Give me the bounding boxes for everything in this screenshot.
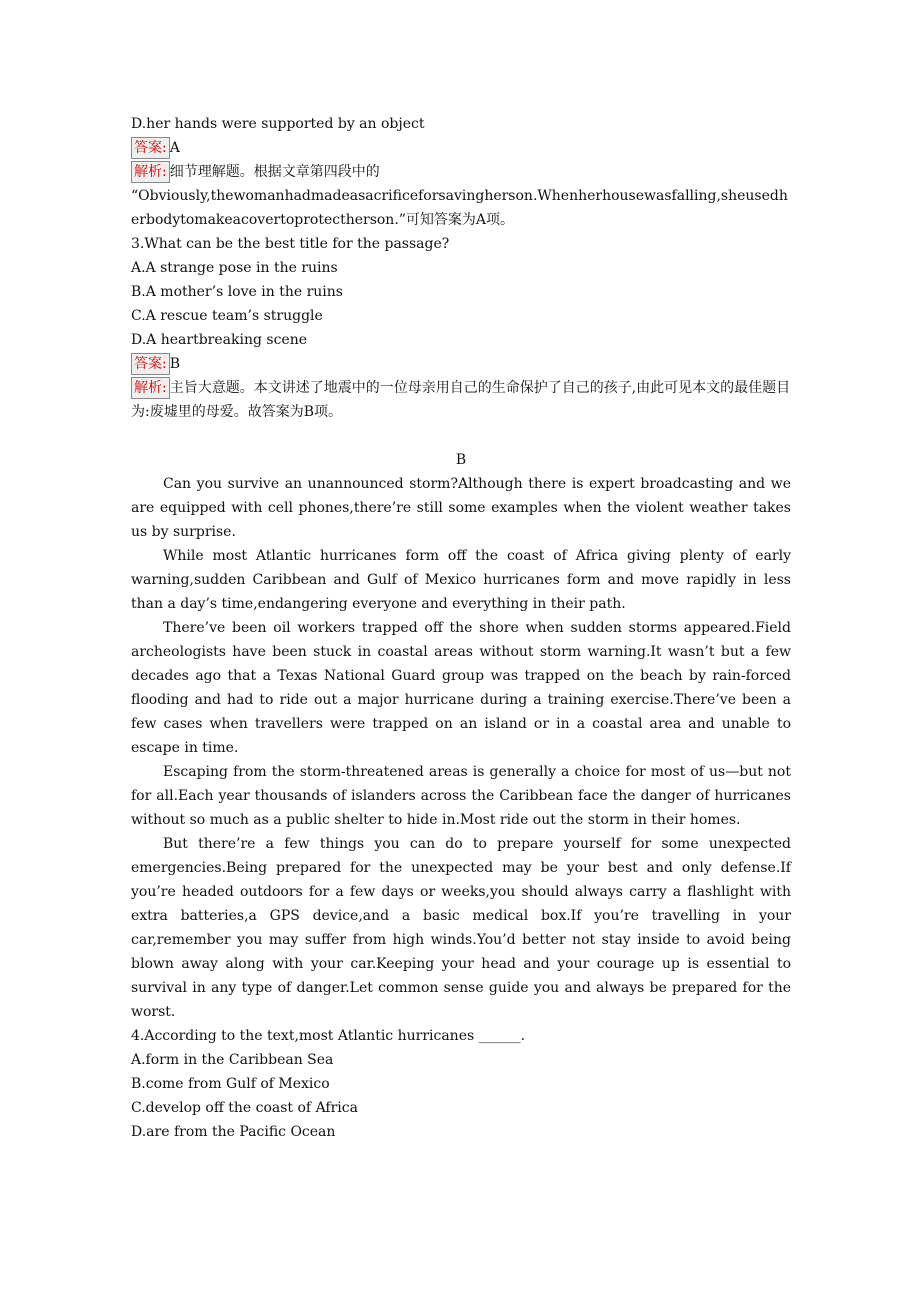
q3-answer-row <box>131 352 791 376</box>
passage-paragraph: Can you survive an unannounced storm?Although there is expert broadcasting and we are equipped with cell phones,there’re still some examples when the violent weather takes us by surprise. <box>131 476 791 540</box>
q2-analysis-line2: “Obviously,thewomanhadmadeasacrificeforsavingherson.Whenherhousewasfalling,sheusedherbodytomakeacovertoprotectherson.”可知答案为A项。 <box>131 188 788 228</box>
q3-option: D.A heartbreaking scene <box>131 332 307 348</box>
passage-paragraph: While most Atlantic hurricanes form off the coast of Africa giving plenty of early warning,sudden Caribbean and Gulf of Mexico hurricanes form and move rapidly in less than a day’s time,endangering everyone and everything in their path. <box>131 548 791 612</box>
q4-option: B.come from Gulf of Mexico <box>131 1076 330 1092</box>
q4-option: D.are from the Pacific Ocean <box>131 1124 336 1140</box>
q3-stem: 3.What can be the best title for the passage? <box>131 236 450 252</box>
analysis-label: 解析: <box>131 161 170 183</box>
q3-answer: B <box>169 356 181 372</box>
q3-option: C.A rescue team’s struggle <box>131 308 323 324</box>
q4-stem: 4.According to the text,most Atlantic hurricanes ______. <box>131 1028 526 1044</box>
document-page <box>131 112 791 1144</box>
passage-paragraph: Escaping from the storm-threatened areas is generally a choice for most of us—but not for all.Each year thousands of islanders across the Caribbean face the danger of hurricanes without so much as a public shelter to hide in.Most ride out the storm in their homes. <box>131 764 791 828</box>
q3-analysis: 主旨大意题。本文讲述了地震中的一位母亲用自己的生命保护了自己的孩子,由此可见本文的最佳题目为:废墟里的母爱。故答案为B项。 <box>131 380 791 420</box>
q3-analysis-row <box>131 376 791 424</box>
q3-option: A.A strange pose in the ruins <box>131 260 338 276</box>
passage-paragraph: But there’re a few things you can do to prepare yourself for some unexpected emergencies.Being prepared for the unexpected may be your best and only defense.If you’re headed outdoors for a few days or weeks,you should always carry a flashlight with extra batteries,a GPS device,and a basic medical box.If you’re travelling in your car,remember you may suffer from high winds.You’d better not stay inside to avoid being blown away along with your car.Keeping your head and your courage up is essential to survival in any type of danger.Let common sense guide you and always be prepared for the worst. <box>131 836 791 1020</box>
q3-option: B.A mother’s love in the ruins <box>131 284 343 300</box>
q4-option: C.develop off the coast of Africa <box>131 1100 358 1116</box>
q4-option: A.form in the Caribbean Sea <box>131 1052 334 1068</box>
answer-label: 答案: <box>131 353 170 375</box>
q2-analysis-line1: 细节理解题。根据文章第四段中的 <box>169 164 380 180</box>
q2-answer-row <box>131 136 791 160</box>
answer-label: 答案: <box>131 137 170 159</box>
q2-analysis-row <box>131 160 791 184</box>
passage-paragraph: There’ve been oil workers trapped off the shore when sudden storms appeared.Field archeologists have been stuck in coastal areas without storm warning.It wasn’t but a few decades ago that a Texas National Guard group was trapped on the beach by rain-forced flooding and had to ride out a major hurricane during a training exercise.There’ve been a few cases when travellers were trapped on an island or in a coastal area and unable to escape in time. <box>131 620 791 756</box>
q2-answer: A <box>169 140 180 156</box>
q2-option-d: D.her hands were supported by an object <box>131 116 425 132</box>
passage-heading: B <box>455 452 467 468</box>
analysis-label: 解析: <box>131 377 170 399</box>
